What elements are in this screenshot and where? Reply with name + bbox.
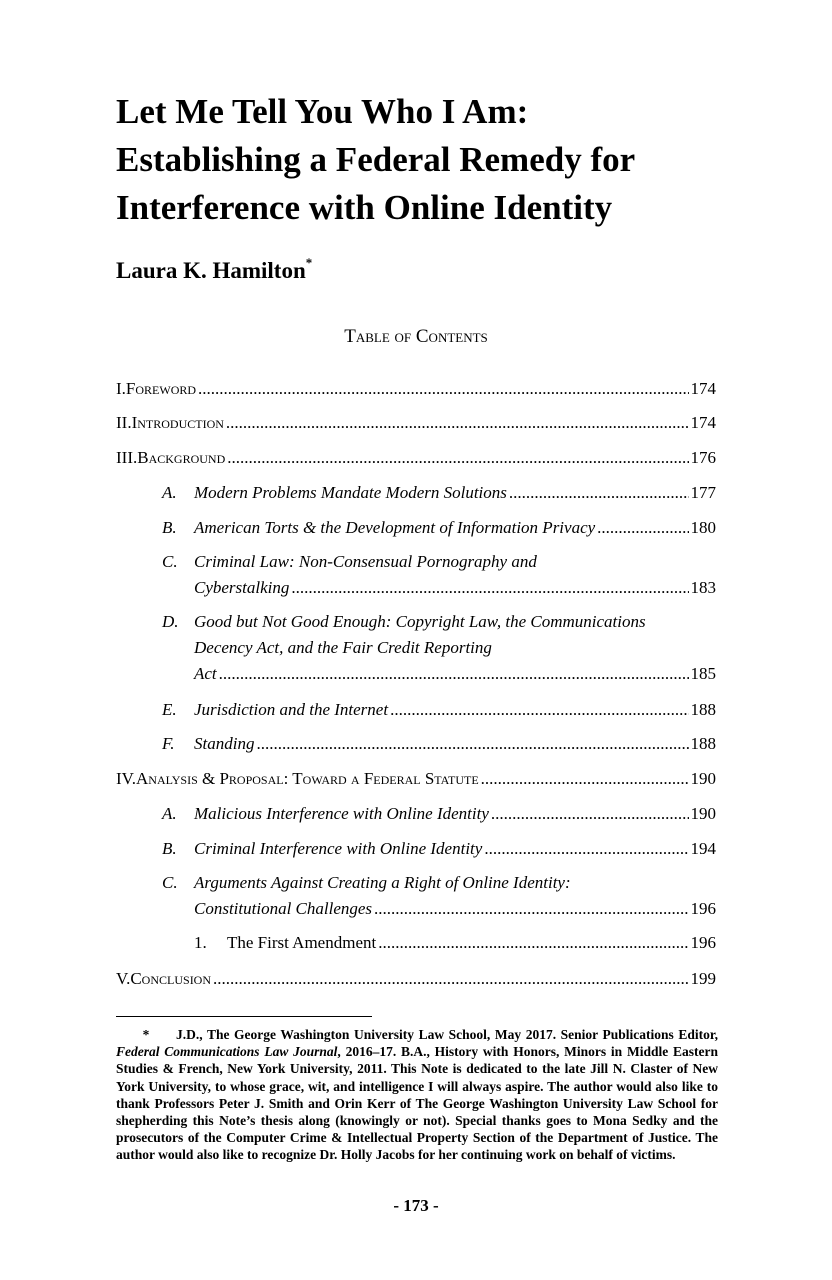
- toc-entry-page: 188: [690, 734, 716, 753]
- toc-heading: Table of Contents: [344, 326, 488, 347]
- toc-entry-label: Jurisdiction and the Internet: [194, 700, 389, 719]
- toc-entry-label: Standing: [194, 734, 255, 753]
- dot-leader: [491, 801, 689, 827]
- toc-entry-background-a[interactable]: [162, 480, 716, 506]
- toc-entry-letter: F.: [162, 734, 175, 753]
- toc-entry-background-d[interactable]: [162, 609, 716, 687]
- toc-entry-page: 177: [690, 483, 716, 502]
- toc-entry-analysis-a[interactable]: [162, 801, 716, 827]
- toc-entry-label: Malicious Interference with Online Identity: [194, 804, 489, 823]
- toc-entry-background-c[interactable]: [162, 549, 716, 601]
- toc-entry-page: 190: [690, 769, 716, 788]
- toc-entry-label: Analysis & Proposal: Toward a Federal Statute: [136, 769, 479, 788]
- dot-leader: [390, 697, 688, 723]
- dot-leader: [213, 966, 688, 992]
- dot-leader: [219, 661, 689, 687]
- toc-entry-label: Arguments Against Creating a Right of Online Identity:: [194, 873, 571, 892]
- title-line: Establishing a Federal Remedy for: [116, 140, 636, 179]
- title-line: Interference with Online Identity: [116, 188, 613, 227]
- toc-entry-label: Good but Not Good Enough: Copyright Law, the Communications: [194, 612, 646, 631]
- toc-entry-page: 180: [690, 518, 716, 537]
- dot-leader: [509, 480, 689, 506]
- toc-entry-letter: A.: [162, 483, 177, 502]
- footnote-marker: *: [142, 1027, 150, 1042]
- toc-entry-foreword[interactable]: [116, 376, 716, 402]
- toc-entry-analysis-b[interactable]: [162, 836, 716, 862]
- toc-entry-letter: D.: [162, 612, 179, 631]
- toc-entry-label: Background: [137, 448, 226, 467]
- footnote-divider: [116, 1016, 372, 1017]
- toc-entry-label-cont: Cyberstalking: [194, 578, 290, 597]
- toc-entry-label-cont: Act: [194, 664, 217, 683]
- toc-entry-label-cont: Decency Act, and the Fair Credit Reporting: [194, 638, 492, 657]
- toc-entry-label: Modern Problems Mandate Modern Solutions: [194, 483, 507, 502]
- toc-entry-number: V.: [116, 969, 131, 988]
- dot-leader: [198, 376, 688, 402]
- toc-entry-page: 194: [690, 839, 716, 858]
- toc-entry-page: 185: [690, 664, 716, 683]
- footnote-journal-title: Federal Communications Law Journal: [116, 1044, 338, 1060]
- dot-leader: [226, 410, 689, 436]
- footnote-text-cont: , 2016–17. B.A., History with Honors, Minors in Middle Eastern Studies & French, New York University, 2011. This Note is dedicated to the late Jill N. Claster of New York University, to whose grace, wit, and intelligence I will always aspire. The author would also like to thank Professors Peter J. Smith and Orin Kerr of The George Washington University Law School for shepherding this Note’s thesis along (knowingly or not). Special thanks goes to Mona Sedky and the prosecutors of the Computer Crime & Intellectual Property Section of the Department of Justice. The author would also like to recognize Dr. Holly Jacobs for her continuing work on behalf of victims.: [116, 1044, 718, 1163]
- author-footnote: [116, 1026, 718, 1164]
- toc-entry-label: Criminal Interference with Online Identity: [194, 839, 483, 858]
- dot-leader: [291, 575, 688, 601]
- page-number: - 173 -: [393, 1196, 439, 1215]
- toc-entry-background-b[interactable]: [162, 515, 716, 541]
- dot-leader: [256, 731, 688, 757]
- toc-entry-page: 174: [690, 379, 716, 398]
- toc-entry-label-cont: Constitutional Challenges: [194, 899, 373, 918]
- toc-entry-number: I.: [116, 379, 126, 398]
- toc-entry-letter: B.: [162, 518, 177, 537]
- toc-entry-label: American Torts & the Development of Information Privacy: [194, 518, 596, 537]
- toc-entry-page: 196: [690, 899, 716, 918]
- toc-entry-page: 174: [690, 413, 716, 432]
- article-title: [116, 88, 756, 232]
- dot-leader: [481, 766, 689, 792]
- toc-entry-page: 183: [690, 578, 716, 597]
- toc-entry-analysis[interactable]: [116, 766, 716, 792]
- toc-entry-page: 196: [690, 933, 716, 952]
- footnote-text: J.D., The George Washington University Law School, May 2017. Senior Publications Editor,: [176, 1027, 718, 1042]
- title-line: Let Me Tell You Who I Am:: [116, 92, 529, 131]
- toc-entry-conclusion[interactable]: [116, 966, 716, 992]
- toc-entry-letter: A.: [162, 804, 177, 823]
- toc-entry-number: III.: [116, 448, 138, 467]
- toc-entry-page: 176: [690, 448, 716, 467]
- toc-entry-letter: C.: [162, 873, 178, 892]
- toc-entry-analysis-c[interactable]: [162, 870, 716, 922]
- toc-entry-label: Criminal Law: Non-Consensual Pornography and: [194, 552, 537, 571]
- author-footnote-marker: *: [305, 255, 313, 270]
- toc-entry-label: Introduction: [131, 413, 224, 432]
- author-byline: [116, 255, 313, 284]
- toc-entry-page: 199: [690, 969, 716, 988]
- toc-entry-label: The First Amendment: [227, 933, 377, 952]
- toc-entry-letter: E.: [162, 700, 177, 719]
- dot-leader: [374, 896, 688, 922]
- toc-entry-number: II.: [116, 413, 132, 432]
- toc-entry-introduction[interactable]: [116, 410, 716, 436]
- toc-entry-number: IV.: [116, 769, 136, 788]
- toc-entry-letter: B.: [162, 839, 177, 858]
- toc-entry-letter: C.: [162, 552, 178, 571]
- toc-entry-analysis-c-1[interactable]: [194, 930, 716, 956]
- toc-entry-background-e[interactable]: [162, 697, 716, 723]
- toc-entry-background-f[interactable]: [162, 731, 716, 757]
- toc-entry-label: Foreword: [125, 379, 197, 398]
- dot-leader: [597, 515, 688, 541]
- dot-leader: [378, 930, 688, 956]
- toc-entry-page: 190: [690, 804, 716, 823]
- toc-entry-background[interactable]: [116, 445, 716, 471]
- dot-leader: [484, 836, 688, 862]
- author-name: Laura K. Hamilton: [116, 258, 306, 283]
- dot-leader: [227, 445, 688, 471]
- toc-entry-page: 188: [690, 700, 716, 719]
- toc-entry-number: 1.: [194, 933, 207, 952]
- toc-entry-label: Conclusion: [130, 969, 212, 988]
